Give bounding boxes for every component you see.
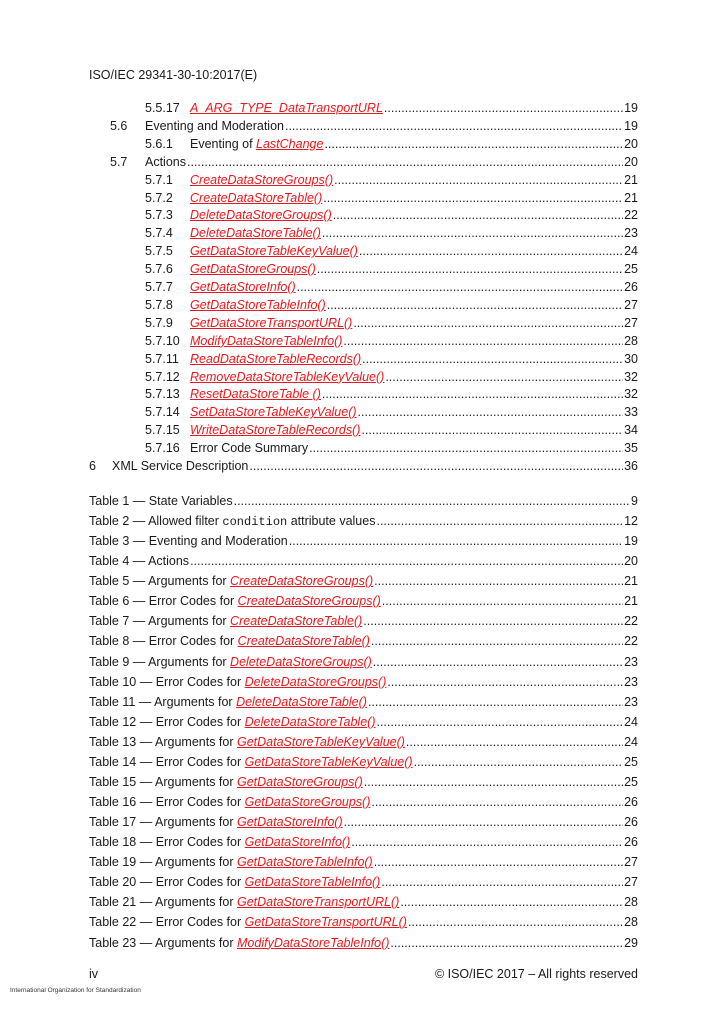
table-entry-page: 26 (624, 815, 638, 830)
table-entry-page: 27 (624, 855, 638, 870)
table-entry-page: 28 (624, 915, 638, 930)
leader-dots (387, 675, 623, 689)
leader-dots (362, 352, 623, 366)
table-list-entry[interactable] (89, 514, 638, 532)
leader-dots (361, 423, 623, 437)
toc-entry-link[interactable]: GetDataStoreTransportURL() (190, 315, 353, 330)
toc-entry-text: XML Service Description (112, 459, 249, 473)
table-entry-title (89, 574, 373, 588)
table-entry-page: 21 (624, 594, 638, 609)
toc-entry-text: Eventing of (190, 136, 257, 151)
leader-dots (371, 795, 623, 809)
leader-dots (322, 387, 623, 401)
table-entry-title (89, 755, 413, 769)
table-entry-page: 9 (631, 494, 638, 508)
table-entry-text: Table 16 — Error Codes for (89, 795, 245, 810)
leader-dots (363, 614, 623, 628)
toc-entry-page: 22 (624, 208, 638, 223)
toc-entry-page: 30 (624, 351, 638, 366)
leader-dots (249, 459, 623, 473)
table-entry-page: 23 (624, 674, 638, 689)
toc-entry-text: Actions (145, 154, 186, 169)
toc-entry-title (112, 459, 248, 473)
toc-entry-title (190, 441, 308, 455)
leader-dots (373, 655, 623, 669)
table-list-entry[interactable] (89, 895, 638, 913)
table-entry-title (89, 655, 372, 669)
toc-entry-number: 5.5.17 (145, 101, 180, 115)
table-list-entry[interactable] (89, 574, 638, 592)
toc-entry-page: 28 (624, 333, 638, 348)
toc-entry[interactable] (89, 405, 638, 423)
table-list-entry[interactable] (89, 815, 638, 833)
table-entry-link[interactable]: GetDataStoreTableKeyValue() (244, 754, 413, 769)
table-list-entry[interactable] (89, 695, 638, 713)
table-entry-page: 20 (624, 554, 638, 569)
table-entry-page: 19 (624, 534, 638, 549)
toc-entry-number: 5.7.16 (145, 441, 180, 456)
leader-dots (406, 735, 623, 749)
leader-dots (297, 280, 623, 294)
toc-entry[interactable] (89, 316, 638, 334)
toc-entry-number: 5.7.7 (145, 280, 173, 294)
table-entry-title (89, 835, 350, 849)
leader-dots (324, 137, 623, 151)
leader-dots (334, 173, 623, 187)
table-entry-title (89, 494, 233, 508)
leader-dots (390, 936, 623, 950)
toc-entry-title (190, 191, 322, 205)
toc-entry-link[interactable]: GetDataStoreTableKeyValue() (190, 244, 358, 259)
leader-dots (374, 574, 623, 588)
toc-entry-number: 5.7.9 (145, 315, 173, 330)
leader-dots (382, 594, 623, 608)
table-entry-page: 25 (624, 774, 638, 789)
toc-entry[interactable] (89, 226, 638, 244)
toc-entry-title (190, 334, 342, 348)
leader-dots (400, 895, 623, 909)
table-entry-link[interactable]: GetDataStoreInfo() (237, 815, 343, 830)
toc-entry-number: 5.7.13 (145, 387, 180, 402)
table-entry-text: Table 12 — Error Codes for (89, 714, 245, 729)
table-entry-title (89, 775, 363, 789)
table-entry-page: 22 (624, 634, 638, 649)
table-entry-title (89, 554, 189, 568)
table-list-entry[interactable] (89, 875, 638, 893)
table-entry-page: 24 (624, 734, 638, 749)
table-entry-title (89, 715, 375, 729)
leader-dots (343, 334, 623, 348)
toc-entry[interactable] (89, 101, 638, 119)
table-entry-title (89, 534, 288, 548)
toc-entry-link[interactable]: ResetDataStoreTable () (190, 387, 321, 402)
toc-entry-number: 5.7.8 (145, 297, 173, 312)
table-entry-title (89, 594, 381, 608)
table-entry-title (89, 634, 370, 648)
leader-dots (385, 370, 623, 384)
toc-entry-title (190, 352, 361, 366)
leader-dots (358, 405, 624, 419)
table-list-entry[interactable] (89, 795, 638, 813)
document-header: ISO/IEC 29341-30-10:2017(E) (89, 68, 258, 82)
toc-entry-text: Error Code Summary (190, 441, 309, 456)
table-list-entry[interactable] (89, 675, 638, 693)
toc-entry-number: 5.7.3 (145, 208, 173, 223)
toc-entry-title (190, 280, 296, 294)
toc-entry-page: 33 (624, 405, 638, 420)
toc-entry[interactable] (89, 208, 638, 226)
toc-entry[interactable] (89, 423, 638, 441)
table-entry-text: Table 4 — Actions (89, 554, 190, 569)
copyright-notice: © ISO/IEC 2017 – All rights reserved (434, 967, 638, 981)
toc-entry[interactable] (89, 280, 638, 298)
table-entry-link[interactable]: CreateDataStoreGroups() (230, 574, 374, 589)
toc-entry-link[interactable]: CreateDataStoreTable() (190, 190, 323, 205)
toc-entry-title (190, 137, 323, 151)
leader-dots (333, 208, 623, 222)
toc-entry-link[interactable]: RemoveDataStoreTableKeyValue() (190, 369, 385, 384)
table-list-entry[interactable] (89, 835, 638, 853)
leader-dots (364, 775, 623, 789)
leader-dots (359, 244, 623, 258)
table-entry-page: 29 (624, 935, 638, 950)
table-entry-link[interactable]: GetDataStoreGroups() (237, 774, 363, 789)
toc-entry[interactable] (89, 119, 638, 137)
toc-entry-page: 19 (624, 101, 638, 115)
table-list-entry[interactable] (89, 735, 638, 753)
toc-entry-title (190, 101, 383, 115)
toc-entry-page: 21 (624, 172, 638, 187)
toc-entry[interactable] (89, 370, 638, 388)
toc-entry[interactable] (89, 262, 638, 280)
table-list-entry[interactable] (89, 634, 638, 652)
table-list-entry[interactable] (89, 775, 638, 793)
page-number: iv (89, 967, 99, 981)
table-entry-page: 12 (624, 514, 638, 529)
toc-entry-link[interactable]: SetDataStoreTableKeyValue() (190, 405, 357, 420)
table-entry-title (89, 915, 407, 929)
table-entry-link[interactable]: GetDataStoreTableKeyValue() (237, 734, 405, 749)
table-entry-link[interactable]: DeleteDataStoreGroups() (230, 654, 372, 669)
table-entry-text: Table 3 — Eventing and Moderation (89, 534, 288, 549)
table-entry-page: 23 (624, 694, 638, 709)
toc-entry-title (190, 262, 316, 276)
toc-entry[interactable] (89, 352, 638, 370)
toc-entry-page: 35 (624, 441, 638, 456)
table-entry-text: attribute values (287, 514, 376, 529)
toc-entry-title (145, 119, 284, 133)
table-entry-text: Table 13 — Arguments for (89, 734, 237, 749)
table-entry-page: 26 (624, 795, 638, 810)
toc-entry-title (190, 173, 333, 187)
table-entry-link[interactable]: GetDataStoreTableInfo() (244, 875, 381, 890)
toc-entry-title (190, 405, 357, 419)
toc-entry-number: 5.7.5 (145, 244, 173, 259)
table-entry-text: Table 18 — Error Codes for (89, 835, 245, 850)
table-entry-link[interactable]: GetDataStoreGroups() (244, 795, 371, 810)
table-entry-text: Table 14 — Error Codes for (89, 754, 245, 769)
toc-entry-title (190, 226, 321, 240)
table-entry-code: condition (222, 515, 288, 530)
table-entry-title (89, 675, 386, 689)
toc-entry-link[interactable]: GetDataStoreGroups() (190, 262, 316, 277)
toc-entry-number: 5.7.2 (145, 190, 173, 205)
leader-dots (187, 155, 623, 169)
leader-dots (317, 262, 623, 276)
table-list-entry[interactable] (89, 936, 638, 954)
leader-dots (323, 191, 623, 205)
toc-entry[interactable] (89, 334, 638, 352)
table-entry-link[interactable]: DeleteDataStoreGroups() (244, 674, 387, 689)
toc-entry-page: 32 (624, 387, 638, 402)
table-entry-text: Table 1 — State Variables (89, 494, 233, 508)
table-entry-link[interactable]: GetDataStoreTransportURL() (237, 895, 400, 910)
table-list-entry[interactable] (89, 554, 638, 572)
leader-dots (353, 316, 623, 330)
table-entry-text: Table 15 — Arguments for (89, 774, 237, 789)
toc-entry-number: 6 (89, 459, 96, 473)
leader-dots (234, 494, 630, 508)
toc-entry-page: 24 (624, 244, 638, 259)
toc-entry-link[interactable]: LastChange (256, 136, 324, 151)
toc-entry-link[interactable]: DeleteDataStoreTable() (190, 226, 321, 241)
table-list-entry[interactable] (89, 715, 638, 733)
leader-dots (190, 554, 623, 568)
toc-entry[interactable] (89, 441, 638, 459)
toc-entry[interactable] (89, 387, 638, 405)
table-entry-link[interactable]: GetDataStoreInfo() (244, 835, 351, 850)
toc-entry-number: 5.7.12 (145, 369, 180, 384)
toc-entry-number: 5.7.10 (145, 333, 180, 348)
table-entry-text: Table 19 — Arguments for (89, 855, 237, 870)
leader-dots (374, 855, 623, 869)
table-entry-page: 26 (624, 835, 638, 850)
table-list-entry[interactable] (89, 494, 638, 512)
table-entry-page: 24 (624, 714, 638, 729)
table-entry-link[interactable]: GetDataStoreTableInfo() (237, 855, 373, 870)
table-entry-link[interactable]: ModifyDataStoreTableInfo() (237, 935, 390, 950)
table-list-entry[interactable] (89, 915, 638, 933)
table-entry-text: Table 8 — Error Codes for (89, 634, 238, 649)
leader-dots (322, 226, 623, 240)
toc-entry-page: 19 (624, 118, 638, 133)
table-list-entry[interactable] (89, 594, 638, 612)
toc-entry-number: 5.6 (110, 118, 128, 133)
table-entry-title (89, 735, 405, 749)
toc-entry-title (190, 316, 352, 330)
table-entry-title (89, 795, 370, 809)
table-entry-title (89, 875, 380, 889)
toc-entry[interactable] (89, 244, 638, 262)
table-entry-title (89, 514, 375, 529)
toc-entry-page: 20 (624, 154, 638, 169)
leader-dots (414, 755, 624, 769)
toc-entry-number: 5.6.1 (145, 136, 173, 151)
table-entry-link[interactable]: GetDataStoreTransportURL() (244, 915, 407, 930)
toc-entry-page: 26 (624, 280, 638, 294)
table-entry-link[interactable]: CreateDataStoreTable() (237, 634, 370, 649)
toc-entry-link[interactable]: GetDataStoreTableInfo() (190, 297, 326, 312)
table-list-entry[interactable] (89, 755, 638, 773)
toc-entry-page: 27 (624, 297, 638, 312)
toc-entry-page: 25 (624, 262, 638, 277)
toc-entry-title (190, 387, 321, 401)
toc-entry-link[interactable]: WriteDataStoreTableRecords() (190, 423, 361, 438)
toc-entry[interactable] (89, 155, 638, 173)
leader-dots (376, 715, 623, 729)
organization-note: International Organization for Standardization (10, 987, 141, 994)
toc-entry-title (190, 244, 358, 258)
table-entry-text: Table 23 — Arguments for (89, 935, 237, 950)
toc-entry-link[interactable]: A_ARG_TYPE_DataTransportURL (190, 101, 383, 115)
leader-dots (376, 514, 623, 528)
toc-entry-link[interactable]: DeleteDataStoreGroups() (190, 208, 332, 223)
table-entry-text: Table 6 — Error Codes for (89, 594, 238, 609)
toc-entry-title (145, 155, 186, 169)
toc-entry[interactable] (89, 191, 638, 209)
leader-dots (371, 634, 623, 648)
table-entry-text: Table 10 — Error Codes for (89, 674, 245, 689)
leader-dots (344, 815, 623, 829)
table-entry-title (89, 936, 389, 950)
toc-entry-number: 5.7 (110, 154, 128, 169)
table-entry-link[interactable]: CreateDataStoreGroups() (237, 594, 381, 609)
toc-entry-page: 32 (624, 369, 638, 384)
table-entry-title (89, 815, 343, 829)
table-entry-link[interactable]: DeleteDataStoreTable() (244, 714, 376, 729)
table-list-entry[interactable] (89, 655, 638, 673)
leader-dots (289, 534, 623, 548)
toc-entry-title (190, 298, 326, 312)
table-entry-link[interactable]: DeleteDataStoreTable() (236, 694, 367, 709)
table-entry-text: Table 2 — Allowed filter (89, 514, 223, 529)
table-list-entry[interactable] (89, 534, 638, 552)
table-list-entry[interactable] (89, 855, 638, 873)
table-entry-text: Table 17 — Arguments for (89, 815, 237, 830)
table-entry-text: Table 5 — Arguments for (89, 574, 231, 589)
toc-entry[interactable] (89, 137, 638, 155)
table-entry-title (89, 855, 373, 869)
leader-dots (285, 119, 623, 133)
table-entry-page: 25 (624, 754, 638, 769)
toc-entry-page: 34 (624, 423, 638, 438)
leader-dots (368, 695, 623, 709)
toc-entry-link[interactable]: CreateDataStoreGroups() (190, 172, 334, 187)
leader-dots (381, 875, 623, 889)
toc-entry[interactable] (89, 173, 638, 191)
toc-entry[interactable] (89, 298, 638, 316)
table-entry-text: Table 20 — Error Codes for (89, 875, 245, 890)
toc-entry[interactable] (89, 459, 638, 477)
toc-entry-page: 20 (624, 136, 638, 151)
table-entry-text: Table 22 — Error Codes for (89, 915, 245, 930)
table-entry-title (89, 695, 367, 709)
toc-entry-link[interactable]: ReadDataStoreTableRecords() (190, 351, 362, 366)
table-entry-text: Table 11 — Arguments for (89, 694, 237, 709)
leader-dots (327, 298, 623, 312)
leader-dots (384, 101, 623, 115)
toc-entry-number: 5.7.14 (145, 405, 180, 420)
toc-entry-title (190, 423, 360, 437)
toc-entry-number: 5.7.1 (145, 172, 173, 187)
toc-entry-number: 5.7.11 (145, 351, 179, 366)
toc-entry-link[interactable]: ModifyDataStoreTableInfo() (190, 333, 343, 348)
table-entry-page: 21 (624, 574, 638, 589)
table-entry-page: 28 (624, 895, 638, 910)
toc-entry-number: 5.7.4 (145, 226, 173, 241)
toc-entry-page: 36 (624, 459, 638, 473)
leader-dots (351, 835, 623, 849)
table-entry-page: 23 (624, 654, 638, 669)
table-entry-page: 27 (624, 875, 638, 890)
toc-entry-title (190, 370, 384, 384)
toc-entry-title (190, 208, 332, 222)
toc-entry-page: 27 (624, 315, 638, 330)
table-entry-page: 22 (624, 614, 638, 629)
toc-entry-number: 5.7.6 (145, 262, 173, 277)
table-list-entry[interactable] (89, 614, 638, 632)
toc-entry-page: 21 (624, 190, 638, 205)
table-entry-text: Table 7 — Arguments for (89, 614, 231, 629)
table-entry-text: Table 9 — Arguments for (89, 654, 231, 669)
toc-entry-link[interactable]: GetDataStoreInfo() (190, 280, 296, 294)
table-entry-title (89, 895, 399, 909)
table-entry-title (89, 614, 362, 628)
leader-dots (309, 441, 623, 455)
table-entry-text: Table 21 — Arguments for (89, 895, 237, 910)
toc-entry-page: 23 (624, 226, 638, 241)
leader-dots (408, 915, 623, 929)
table-entry-link[interactable]: CreateDataStoreTable() (230, 614, 363, 629)
toc-entry-text: Eventing and Moderation (145, 118, 284, 133)
toc-entry-number: 5.7.15 (145, 423, 180, 438)
